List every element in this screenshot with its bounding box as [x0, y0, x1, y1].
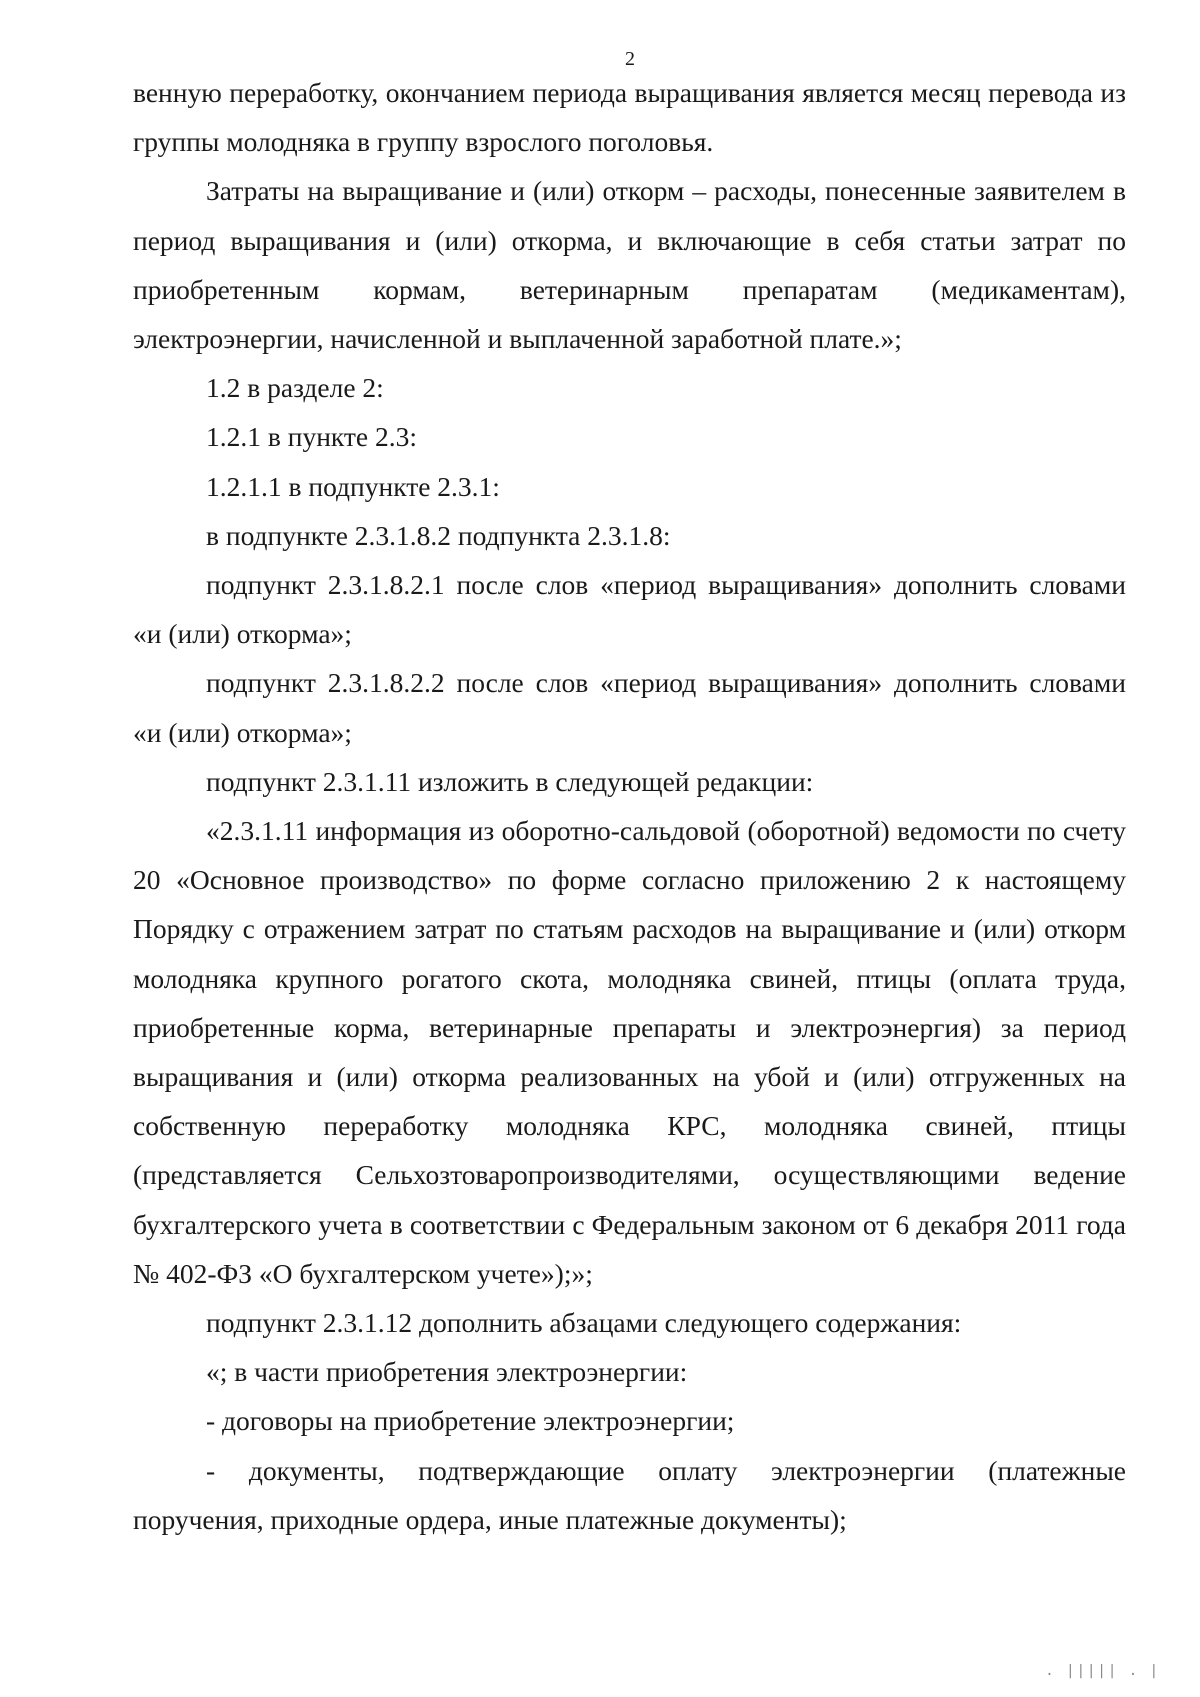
paragraph-3: 1.2 в разделе 2:: [206, 372, 384, 404]
paragraph-5: 1.2.1.1 в подпункте 2.3.1:: [206, 470, 500, 502]
page-number: 2: [625, 48, 635, 70]
paragraph-9: подпункт 2.3.1.11 изложить в следующей редакции:: [206, 765, 814, 797]
paragraph-11: подпункт 2.3.1.12 дополнить абзацами следующего содержания:: [206, 1307, 962, 1339]
paragraph-6: в подпункте 2.3.1.8.2 подпункта 2.3.1.8:: [206, 519, 671, 551]
paragraph-14: - документы, подтверждающие оплату электроэнергии (платежные поручения, приходные ордера, иные платежные документы);: [133, 1454, 1126, 1535]
paragraph-7: подпункт 2.3.1.8.2.1 после слов «период выращивания» дополнить словами «и (или) откорма»;: [133, 569, 1126, 650]
paragraph-8: подпункт 2.3.1.8.2.2 после слов «период выращивания» дополнить словами «и (или) откорма»;: [133, 667, 1126, 748]
paragraph-12: «; в части приобретения электроэнергии:: [206, 1356, 688, 1388]
scan-marks: . ||||| . |: [1045, 1663, 1160, 1679]
paragraph-4: 1.2.1 в пункте 2.3:: [206, 421, 418, 453]
paragraph-2: Затраты на выращивание и (или) откорм – расходы, понесенные заявителем в период выращивания и (или) откорма, и включающие в себя статьи затрат по приобретенным кормам, ветеринарным препаратам (медикаментам), электроэнергии, начисленной и выплаченной заработной плате.»;: [133, 175, 1126, 355]
paragraph-13: - договоры на приобретение электроэнергии;: [206, 1405, 735, 1437]
paragraph-10: «2.3.1.11 информация из оборотно-сальдовой (оборотной) ведомости по счету 20 «Основное производство» по форме согласно приложению 2 к настоящему Порядку с отражением затрат по статьям расходов на выращивание и (или) откорм молодняка крупного рогатого скота, молодняка свиней, птицы (оплата труда, приобретенные корма, ветеринарные препараты и электроэнергия) за период выращивания и (или) откорма реализованных на убой и (или) отгруженных на собственную переработку молодняка КРС, молодняка свиней, птицы (представляется Сельхозтоваропроизводителями, осуществляющими ведение бухгалтерского учета в соответствии с Федеральным законом от 6 декабря 2011 года № 402-ФЗ «О бухгалтерском учете»);»;: [133, 815, 1126, 1289]
paragraph-1: венную переработку, окончанием периода выращивания является месяц перевода из группы молодняка в группу взрослого поголовья.: [133, 77, 1126, 158]
document-body: [133, 68, 1126, 1544]
